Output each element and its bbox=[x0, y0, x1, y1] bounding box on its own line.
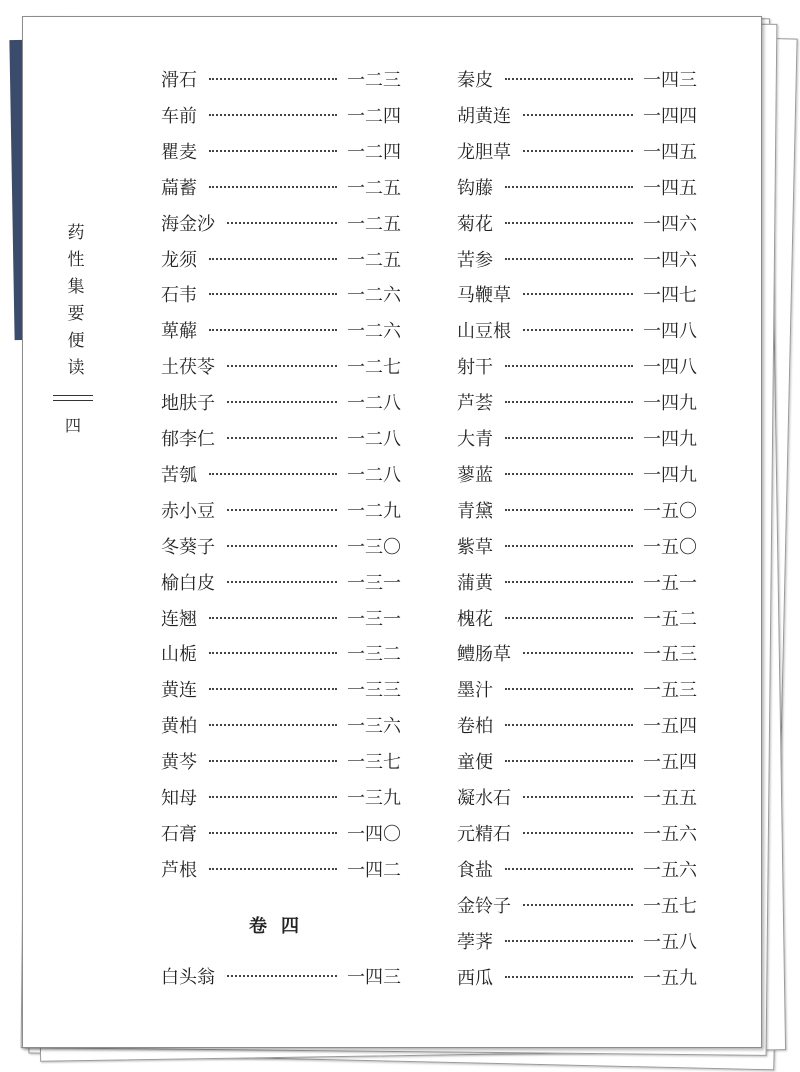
entry-page-number: 一五四 bbox=[643, 716, 697, 738]
toc-entry[interactable] bbox=[161, 244, 401, 274]
entry-name: 槐花 bbox=[457, 608, 493, 630]
dot-leader bbox=[505, 78, 633, 80]
entry-page-number: 一五八 bbox=[643, 931, 697, 953]
dot-leader bbox=[227, 509, 337, 511]
dot-leader bbox=[505, 401, 633, 403]
entry-name: 滑石 bbox=[161, 70, 197, 91]
entry-page-number: 一二三 bbox=[347, 70, 401, 91]
entry-page-number: 一五六 bbox=[643, 823, 697, 845]
running-head bbox=[51, 223, 95, 436]
toc-entry[interactable] bbox=[457, 567, 697, 597]
entry-name: 萆薢 bbox=[161, 321, 197, 343]
entry-name: 马鞭草 bbox=[457, 285, 511, 307]
entry-name: 白头翁 bbox=[161, 967, 215, 988]
entry-page-number: 一二七 bbox=[347, 357, 401, 379]
toc-entry[interactable] bbox=[161, 961, 401, 991]
entry-page-number: 一三一 bbox=[347, 572, 401, 594]
entry-page-number: 一二八 bbox=[347, 393, 401, 415]
toc-entry[interactable] bbox=[161, 208, 401, 238]
dot-leader bbox=[505, 473, 633, 475]
dot-leader bbox=[505, 545, 633, 547]
entry-page-number: 一五二 bbox=[643, 608, 697, 630]
dot-leader bbox=[505, 509, 633, 511]
toc-entry[interactable] bbox=[161, 351, 401, 381]
entry-name: 蒲黄 bbox=[457, 572, 493, 594]
entry-name: 凝水石 bbox=[457, 788, 511, 809]
entry-name: 黄连 bbox=[161, 680, 197, 702]
dot-leader bbox=[227, 222, 337, 224]
entry-name: 金铃子 bbox=[457, 895, 511, 917]
entry-name: 菊花 bbox=[457, 213, 493, 235]
divider-rule bbox=[53, 395, 93, 401]
entry-page-number: 一四四 bbox=[643, 105, 697, 127]
dot-leader bbox=[505, 940, 633, 942]
entry-page-number: 一四五 bbox=[643, 177, 697, 199]
entry-page-number: 一四七 bbox=[643, 285, 697, 307]
toc-entry[interactable] bbox=[457, 818, 697, 848]
entry-name: 郁李仁 bbox=[161, 429, 215, 450]
entry-name: 胡黄连 bbox=[457, 105, 511, 127]
entry-name: 鳢肠草 bbox=[457, 644, 511, 666]
book-title: 药性集要便读 bbox=[63, 223, 84, 385]
dot-leader bbox=[209, 832, 337, 834]
dot-leader bbox=[505, 688, 633, 690]
page-number: 四 bbox=[64, 416, 81, 435]
toc-entry[interactable] bbox=[161, 64, 401, 94]
toc-entry[interactable] bbox=[457, 603, 697, 633]
toc-entry[interactable] bbox=[457, 315, 697, 345]
entry-page-number: 一二八 bbox=[347, 464, 401, 486]
entry-name: 秦皮 bbox=[457, 70, 493, 91]
entry-page-number: 一二四 bbox=[347, 141, 401, 163]
dot-leader bbox=[209, 473, 337, 475]
entry-name: 元精石 bbox=[457, 823, 511, 845]
toc-entry[interactable] bbox=[161, 100, 401, 130]
entry-page-number: 一二五 bbox=[347, 177, 401, 199]
entry-page-number: 一四六 bbox=[643, 249, 697, 271]
toc-entry[interactable] bbox=[161, 172, 401, 202]
entry-name: 车前 bbox=[161, 105, 197, 127]
dot-leader bbox=[227, 401, 337, 403]
entry-name: 芦荟 bbox=[457, 393, 493, 415]
entry-name: 连翘 bbox=[161, 608, 197, 630]
toc-entry[interactable] bbox=[161, 746, 401, 776]
dot-leader bbox=[209, 114, 337, 116]
toc-entry[interactable] bbox=[457, 351, 697, 381]
entry-page-number: 一五九 bbox=[643, 967, 697, 989]
entry-name: 赤小豆 bbox=[161, 500, 215, 522]
entry-name: 地肤子 bbox=[161, 393, 215, 415]
entry-name: 芦根 bbox=[161, 859, 197, 881]
toc-page bbox=[22, 16, 762, 1048]
dot-leader bbox=[209, 796, 337, 798]
entry-page-number: 一四八 bbox=[643, 357, 697, 379]
dot-leader bbox=[227, 545, 337, 547]
entry-page-number: 一五〇 bbox=[643, 500, 697, 522]
entry-page-number: 一二六 bbox=[347, 321, 401, 343]
dot-leader bbox=[209, 868, 337, 870]
toc-entry[interactable] bbox=[457, 746, 697, 776]
toc-entry[interactable] bbox=[457, 854, 697, 884]
dot-leader bbox=[505, 724, 633, 726]
entry-page-number: 一二五 bbox=[347, 249, 401, 271]
toc-entry[interactable] bbox=[161, 710, 401, 740]
toc-entry[interactable] bbox=[457, 638, 697, 668]
toc-entry[interactable] bbox=[161, 782, 401, 812]
entry-name: 石韦 bbox=[161, 285, 197, 307]
entry-name: 青黛 bbox=[457, 500, 493, 522]
toc-entry[interactable] bbox=[161, 387, 401, 417]
entry-name: 射干 bbox=[457, 357, 493, 379]
entry-name: 萹蓄 bbox=[161, 177, 197, 199]
entry-name: 墨汁 bbox=[457, 680, 493, 702]
toc-entry[interactable] bbox=[457, 208, 697, 238]
entry-page-number: 一四九 bbox=[643, 464, 697, 486]
dot-leader bbox=[523, 796, 633, 798]
toc-entry[interactable] bbox=[457, 136, 697, 166]
dot-leader bbox=[505, 581, 633, 583]
entry-page-number: 一五五 bbox=[643, 788, 697, 809]
entry-page-number: 一五一 bbox=[643, 572, 697, 594]
dot-leader bbox=[523, 293, 633, 295]
dot-leader bbox=[523, 150, 633, 152]
dot-leader bbox=[523, 832, 633, 834]
toc-entry[interactable] bbox=[457, 100, 697, 130]
toc-entry[interactable] bbox=[161, 531, 401, 561]
entry-page-number: 一三〇 bbox=[347, 536, 401, 558]
entry-page-number: 一二八 bbox=[347, 429, 401, 450]
toc-entry[interactable] bbox=[457, 531, 697, 561]
toc-entry[interactable] bbox=[457, 710, 697, 740]
dot-leader bbox=[505, 437, 633, 439]
entry-name: 苦瓠 bbox=[161, 464, 197, 486]
entry-page-number: 一二五 bbox=[347, 213, 401, 235]
toc-entry[interactable] bbox=[457, 387, 697, 417]
toc-entry[interactable] bbox=[457, 172, 697, 202]
entry-page-number: 一四五 bbox=[643, 141, 697, 163]
entry-page-number: 一五六 bbox=[643, 859, 697, 881]
entry-name: 黄芩 bbox=[161, 752, 197, 774]
entry-name: 童便 bbox=[457, 752, 493, 774]
toc-entry[interactable] bbox=[161, 603, 401, 633]
entry-name: 卷柏 bbox=[457, 716, 493, 738]
entry-name: 蓼蓝 bbox=[457, 464, 493, 486]
entry-page-number: 一四九 bbox=[643, 429, 697, 450]
toc-entry[interactable] bbox=[457, 459, 697, 489]
entry-page-number: 一五三 bbox=[643, 680, 697, 702]
entry-name: 紫草 bbox=[457, 536, 493, 558]
entry-page-number: 一四〇 bbox=[347, 823, 401, 845]
dot-leader bbox=[505, 186, 633, 188]
dot-leader bbox=[523, 114, 633, 116]
entry-page-number: 一三六 bbox=[347, 716, 401, 738]
dot-leader bbox=[523, 904, 633, 906]
dot-leader bbox=[227, 437, 337, 439]
dot-leader bbox=[209, 150, 337, 152]
toc-entry[interactable] bbox=[161, 315, 401, 345]
toc-entry[interactable] bbox=[161, 495, 401, 525]
dot-leader bbox=[523, 652, 633, 654]
dot-leader bbox=[209, 617, 337, 619]
toc-entry[interactable] bbox=[161, 818, 401, 848]
entry-name: 榆白皮 bbox=[161, 572, 215, 594]
dot-leader bbox=[209, 329, 337, 331]
dot-leader bbox=[209, 688, 337, 690]
entry-page-number: 一二九 bbox=[347, 500, 401, 522]
toc-entry[interactable] bbox=[161, 423, 401, 453]
toc-entry[interactable] bbox=[457, 782, 697, 812]
entry-name: 山栀 bbox=[161, 644, 197, 666]
toc-entry[interactable] bbox=[457, 674, 697, 704]
dot-leader bbox=[227, 975, 337, 977]
entry-name: 龙须 bbox=[161, 249, 197, 271]
entry-name: 山豆根 bbox=[457, 321, 511, 343]
dot-leader bbox=[209, 186, 337, 188]
entry-page-number: 一三九 bbox=[347, 788, 401, 809]
toc-entry[interactable] bbox=[161, 854, 401, 884]
entry-name: 荸荠 bbox=[457, 931, 493, 953]
toc-entry[interactable] bbox=[457, 244, 697, 274]
toc-entry[interactable] bbox=[161, 674, 401, 704]
section-heading: 卷四 bbox=[249, 916, 313, 937]
entry-name: 海金沙 bbox=[161, 213, 215, 235]
toc-entry[interactable] bbox=[457, 64, 697, 94]
dot-leader bbox=[209, 760, 337, 762]
dot-leader bbox=[505, 365, 633, 367]
entry-page-number: 一三二 bbox=[347, 644, 401, 666]
entry-page-number: 一四九 bbox=[643, 393, 697, 415]
entry-page-number: 一四二 bbox=[347, 859, 401, 881]
toc-entry[interactable] bbox=[457, 926, 697, 956]
entry-name: 钩藤 bbox=[457, 177, 493, 199]
entry-page-number: 一四三 bbox=[347, 967, 401, 988]
entry-name: 土茯苓 bbox=[161, 357, 215, 379]
entry-name: 大青 bbox=[457, 429, 493, 450]
entry-page-number: 一三一 bbox=[347, 608, 401, 630]
entry-name: 瞿麦 bbox=[161, 141, 197, 163]
entry-page-number: 一五三 bbox=[643, 644, 697, 666]
entry-name: 石膏 bbox=[161, 823, 197, 845]
entry-page-number: 一三三 bbox=[347, 680, 401, 702]
dot-leader bbox=[505, 222, 633, 224]
toc-entry[interactable] bbox=[161, 459, 401, 489]
entry-page-number: 一四三 bbox=[643, 70, 697, 91]
entry-name: 黄柏 bbox=[161, 716, 197, 738]
entry-page-number: 一四六 bbox=[643, 213, 697, 235]
entry-page-number: 一五四 bbox=[643, 752, 697, 774]
dot-leader bbox=[505, 868, 633, 870]
toc-entry[interactable] bbox=[161, 638, 401, 668]
toc-entry[interactable] bbox=[161, 279, 401, 309]
dot-leader bbox=[505, 976, 633, 978]
toc-entry[interactable] bbox=[161, 136, 401, 166]
dot-leader bbox=[523, 329, 633, 331]
entry-name: 冬葵子 bbox=[161, 536, 215, 558]
entry-page-number: 一二六 bbox=[347, 285, 401, 307]
entry-name: 西瓜 bbox=[457, 967, 493, 989]
toc-entry[interactable] bbox=[457, 962, 697, 992]
dot-leader bbox=[505, 760, 633, 762]
entry-page-number: 一四八 bbox=[643, 321, 697, 343]
dot-leader bbox=[209, 258, 337, 260]
dot-leader bbox=[227, 365, 337, 367]
dot-leader bbox=[209, 293, 337, 295]
entry-name: 食盐 bbox=[457, 859, 493, 881]
entry-page-number: 一三七 bbox=[347, 752, 401, 774]
entry-name: 苦参 bbox=[457, 249, 493, 271]
toc-entry[interactable] bbox=[457, 423, 697, 453]
dot-leader bbox=[209, 724, 337, 726]
entry-page-number: 一二四 bbox=[347, 105, 401, 127]
entry-name: 龙胆草 bbox=[457, 141, 511, 163]
dot-leader bbox=[209, 78, 337, 80]
toc-entry[interactable] bbox=[457, 279, 697, 309]
dot-leader bbox=[227, 581, 337, 583]
entry-name: 知母 bbox=[161, 788, 197, 809]
entry-page-number: 一五〇 bbox=[643, 536, 697, 558]
toc-entry[interactable] bbox=[457, 890, 697, 920]
toc-entry[interactable] bbox=[161, 567, 401, 597]
dot-leader bbox=[505, 258, 633, 260]
dot-leader bbox=[209, 652, 337, 654]
dot-leader bbox=[505, 617, 633, 619]
entry-page-number: 一五七 bbox=[643, 895, 697, 917]
toc-entry[interactable] bbox=[457, 495, 697, 525]
